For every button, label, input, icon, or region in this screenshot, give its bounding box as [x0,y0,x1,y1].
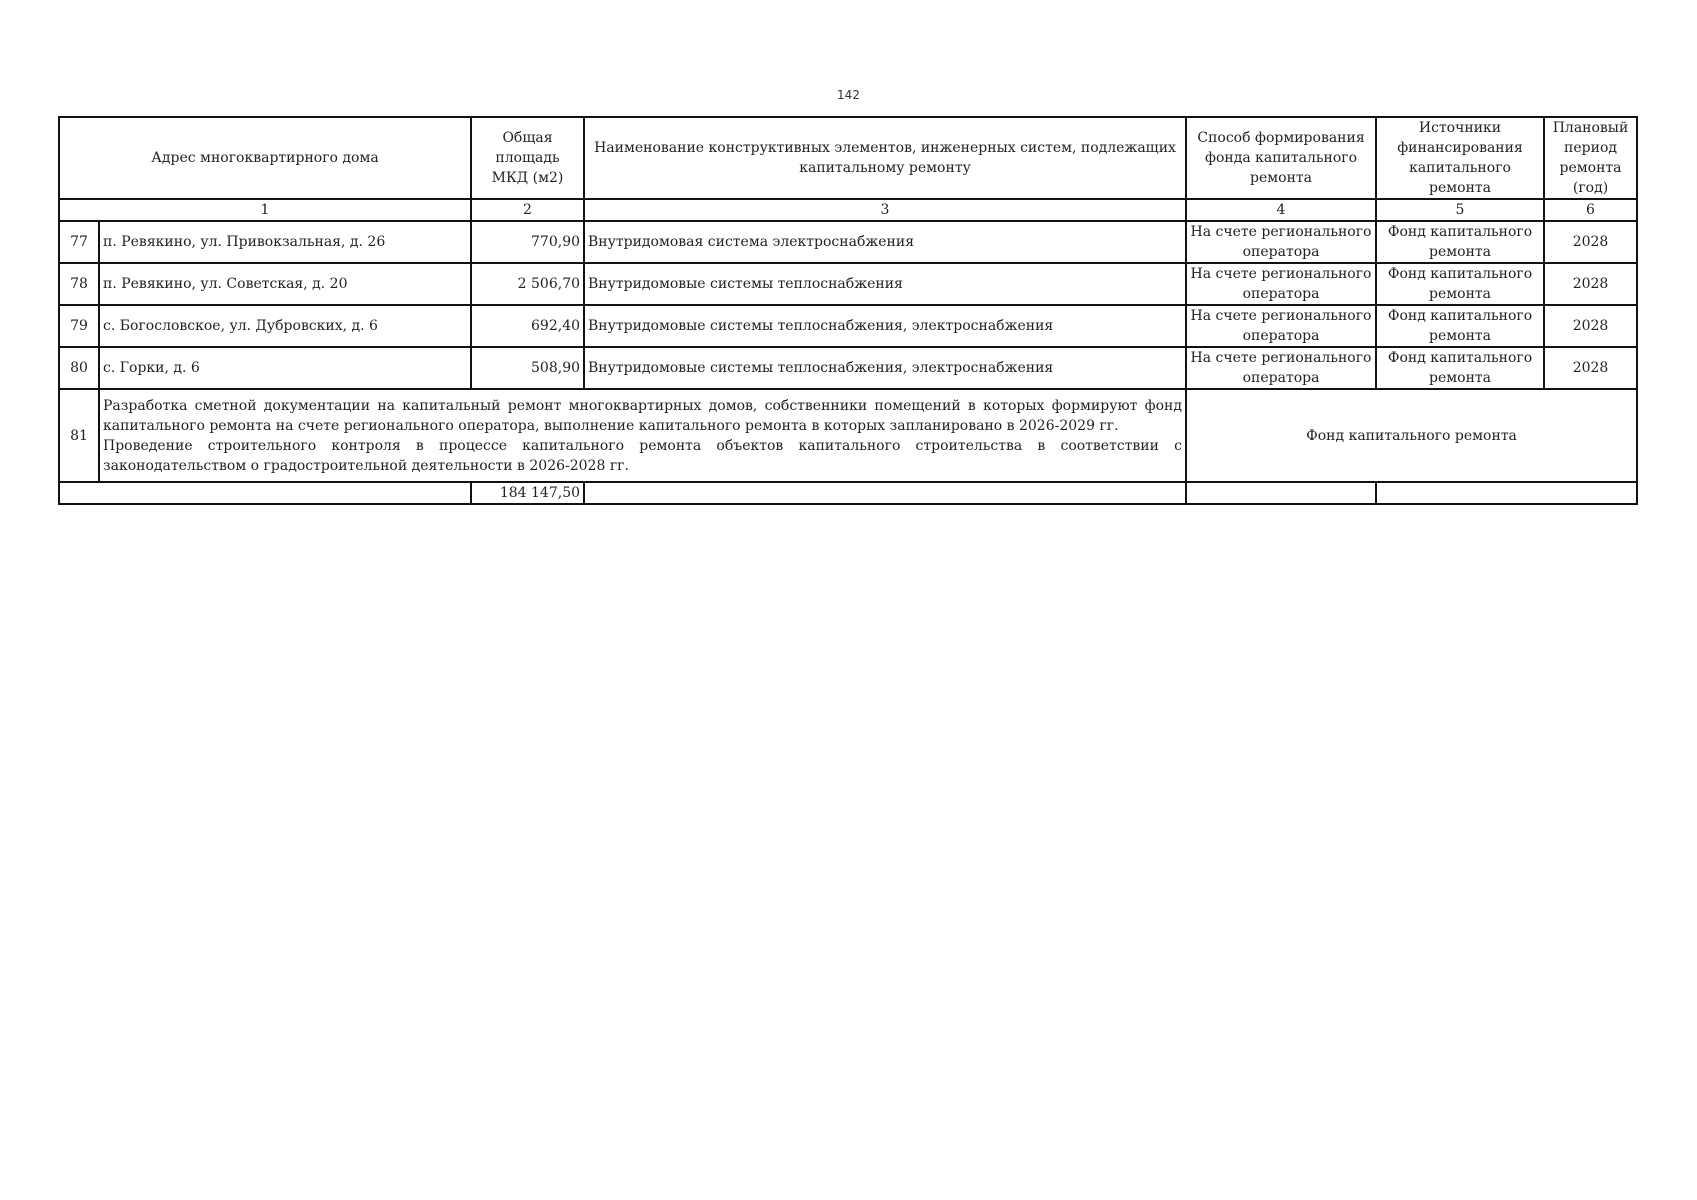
note-paragraph: Разработка сметной документации на капитальный ремонт многоквартирных домов, собственники помещений в которых формируют фонд капитального ремонта на счете регионального оператора, выполнение капитального ремонта в которых запланировано в 2026-2029 гг. [103,397,1183,434]
header-funding: Источники финансирования капитального ремонта [1376,117,1544,199]
note-paragraph: Проведение строительного контроля в процессе капитального ремонта объектов капитального строительства в соответствии с законодательством о градостроительной деятельности в 2026-2028 гг. [103,437,1183,474]
row-funding: Фонд капитального ремонта [1376,263,1544,305]
column-number: 3 [584,199,1186,221]
table-row [59,263,1637,305]
column-number: 1 [59,199,471,221]
column-number: 4 [1186,199,1376,221]
row-address: с. Горки, д. 6 [99,347,471,389]
row-year: 2028 [1544,347,1637,389]
row-number: 79 [59,305,99,347]
empty-cell [584,482,1186,504]
row-elements: Внутридомовые системы теплоснабжения, электроснабжения [584,347,1186,389]
row-funding: Фонд капитального ремонта [1376,347,1544,389]
header-address: Адрес многоквартирного дома [59,117,471,199]
column-number: 2 [471,199,584,221]
page-number: 142 [837,88,860,102]
table-row [59,347,1637,389]
total-row [59,482,1637,504]
column-number: 5 [1376,199,1544,221]
note-text [99,389,1186,482]
row-fund-method: На счете регионального оператора [1186,263,1376,305]
row-fund-method: На счете регионального оператора [1186,347,1376,389]
header-period: Плановый период ремонта (год) [1544,117,1637,199]
header-area: Общая площадь МКД (м2) [471,117,584,199]
row-number: 80 [59,347,99,389]
row-funding: Фонд капитального ремонта [1376,221,1544,263]
column-number: 6 [1544,199,1637,221]
column-number-row [59,199,1637,221]
row-elements: Внутридомовая система электроснабжения [584,221,1186,263]
empty-cell [1186,482,1376,504]
row-area: 2 506,70 [471,263,584,305]
total-label-cell [59,482,471,504]
row-address: п. Ревякино, ул. Советская, д. 20 [99,263,471,305]
row-number: 78 [59,263,99,305]
row-year: 2028 [1544,221,1637,263]
row-address: п. Ревякино, ул. Привокзальная, д. 26 [99,221,471,263]
header-elements: Наименование конструктивных элементов, инженерных систем, подлежащих капитальному ремонту [584,117,1186,199]
row-area: 508,90 [471,347,584,389]
row-area: 692,40 [471,305,584,347]
row-elements: Внутридомовые системы теплоснабжения, электроснабжения [584,305,1186,347]
table-row [59,305,1637,347]
row-area: 770,90 [471,221,584,263]
row-fund-method: На счете регионального оператора [1186,221,1376,263]
row-year: 2028 [1544,305,1637,347]
row-address: с. Богословское, ул. Дубровских, д. 6 [99,305,471,347]
row-funding: Фонд капитального ремонта [1376,305,1544,347]
row-number: 77 [59,221,99,263]
row-fund-method: На счете регионального оператора [1186,305,1376,347]
row-elements: Внутридомовые системы теплоснабжения [584,263,1186,305]
row-year: 2028 [1544,263,1637,305]
capital-repair-table [58,116,1638,505]
row-number: 81 [59,389,99,482]
header-fund-method: Способ формирования фонда капитального ремонта [1186,117,1376,199]
table-row [59,221,1637,263]
total-area: 184 147,50 [471,482,584,504]
note-funding: Фонд капитального ремонта [1186,389,1637,482]
note-row [59,389,1637,482]
header-row [59,117,1637,199]
empty-cell [1376,482,1637,504]
